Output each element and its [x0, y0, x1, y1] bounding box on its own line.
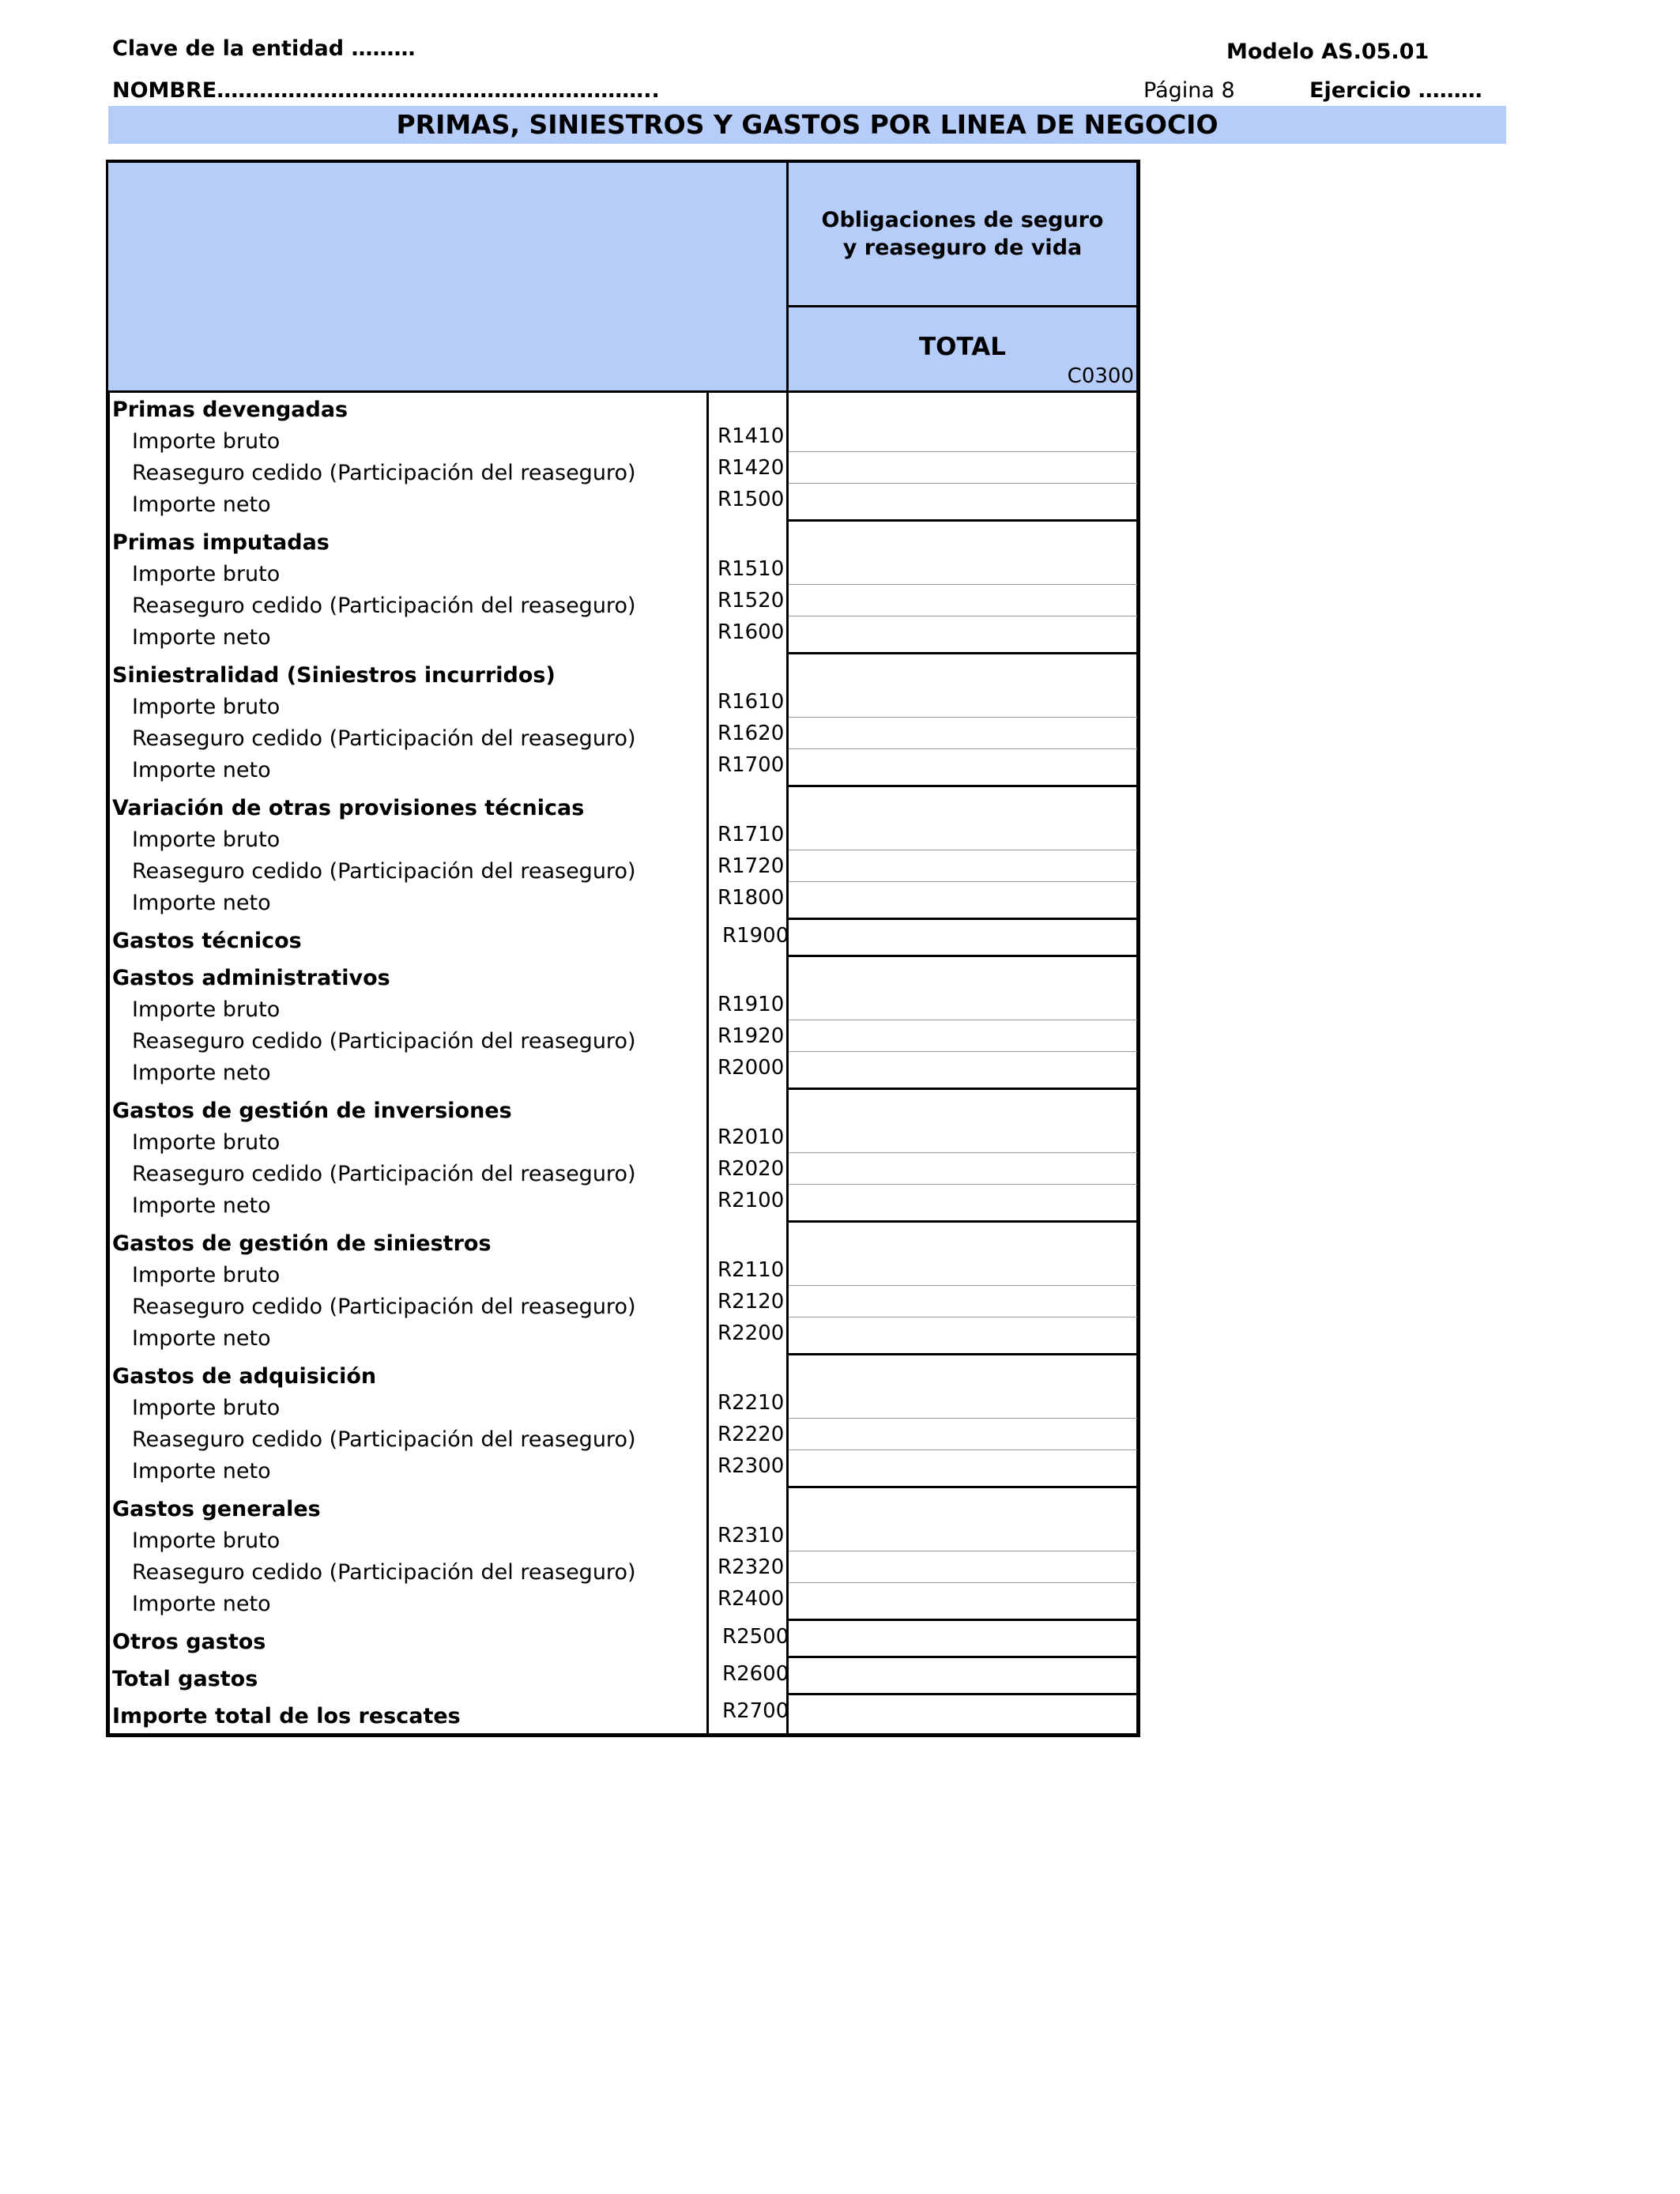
row-label: Reaseguro cedido (Participación del reaseguro) — [132, 1295, 636, 1319]
header-blank-cell — [108, 163, 786, 390]
row-label: Importe bruto — [132, 827, 281, 852]
value-input-cell-r1410[interactable] — [789, 420, 1137, 450]
row-code: R1800 — [718, 886, 785, 910]
section-label: Primas imputadas — [112, 530, 330, 555]
column-code: C0300 — [1067, 364, 1134, 388]
section-label: Siniestralidad (Siniestros incurridos) — [112, 663, 556, 688]
value-input-cell-r1600[interactable] — [789, 616, 1137, 646]
section-label: Variación de otras provisiones técnicas — [112, 796, 585, 820]
value-input-cell-r2500[interactable] — [789, 1620, 1137, 1655]
row-code: R1410 — [718, 424, 785, 448]
value-input-cell-r1620[interactable] — [789, 717, 1137, 747]
section-rule — [789, 785, 1137, 787]
value-input-cell-r2020[interactable] — [789, 1152, 1137, 1182]
value-input-cell-r2200[interactable] — [789, 1317, 1137, 1347]
section-rule — [789, 1656, 1137, 1658]
value-input-cell-r2100[interactable] — [789, 1184, 1137, 1214]
row-label: Reaseguro cedido (Participación del reaseguro) — [132, 726, 636, 751]
row-code: R1610 — [718, 690, 785, 714]
entity-key: Clave de la entidad ……… — [112, 36, 416, 61]
row-label: Importe bruto — [132, 1396, 281, 1420]
form-title: PRIMAS, SINIESTROS Y GASTOS POR LINEA DE NEGOCIO — [396, 109, 1219, 140]
row-label: Reaseguro cedido (Participación del reaseguro) — [132, 461, 636, 485]
value-input-cell-r1420[interactable] — [789, 451, 1137, 481]
value-input-cell-r2700[interactable] — [789, 1695, 1137, 1729]
section-label: Gastos de adquisición — [112, 1364, 377, 1389]
row-label: Importe bruto — [132, 1263, 281, 1287]
row-label: Importe neto — [132, 1592, 271, 1616]
value-input-cell-r2600[interactable] — [789, 1657, 1137, 1692]
row-code: R1510 — [718, 557, 785, 581]
row-rule — [789, 748, 1137, 749]
row-code: R2000 — [718, 1056, 785, 1080]
row-label: Importe bruto — [132, 997, 281, 1022]
value-input-cell-r2320[interactable] — [789, 1551, 1137, 1581]
section-label: Gastos de gestión de inversiones — [112, 1099, 512, 1123]
row-rule — [789, 584, 1137, 585]
row-label: Importe bruto — [132, 562, 281, 586]
row-label: Importe bruto — [132, 1130, 281, 1155]
fiscal-year: Ejercicio ……… — [1309, 78, 1482, 103]
row-rule — [789, 1285, 1137, 1286]
row-code: R2300 — [718, 1454, 785, 1478]
value-input-cell-r1920[interactable] — [789, 1020, 1137, 1050]
row-rule — [789, 1152, 1137, 1153]
section-rule — [789, 1486, 1137, 1488]
section-label: Otros gastos — [112, 1630, 266, 1654]
value-input-cell-r1910[interactable] — [789, 988, 1137, 1018]
row-code: R1500 — [718, 488, 785, 511]
row-code: R2600 — [722, 1662, 789, 1686]
row-rule — [789, 1582, 1137, 1583]
row-label: Importe bruto — [132, 695, 281, 719]
column-header-text: Obligaciones de seguro y reaseguro de vida — [821, 208, 1104, 260]
row-code: R1920 — [718, 1024, 785, 1048]
model-code: Modelo AS.05.01 — [1226, 40, 1430, 64]
row-code: R2220 — [718, 1423, 785, 1446]
row-label: Importe neto — [132, 758, 271, 782]
row-label: Importe bruto — [132, 1529, 281, 1553]
row-code: R2210 — [718, 1391, 785, 1415]
entity-name: NOMBRE…………………………………………………….. — [112, 78, 660, 103]
value-input-cell-r2010[interactable] — [789, 1121, 1137, 1151]
row-code: R2500 — [722, 1625, 789, 1649]
row-code: R2120 — [718, 1290, 785, 1314]
section-label: Gastos administrativos — [112, 966, 390, 990]
column-header-cell — [789, 163, 1136, 305]
row-rule — [789, 1418, 1137, 1419]
row-code: R2200 — [718, 1321, 785, 1345]
header-bottom-rule — [108, 390, 1139, 393]
row-code: R1520 — [718, 589, 785, 613]
section-label: Gastos generales — [112, 1497, 321, 1521]
row-label: Reaseguro cedido (Participación del reaseguro) — [132, 594, 636, 618]
value-input-cell-r2300[interactable] — [789, 1449, 1137, 1480]
row-rule — [789, 1317, 1137, 1318]
section-rule — [789, 918, 1137, 920]
row-code: R1910 — [718, 993, 785, 1016]
value-input-cell-r1710[interactable] — [789, 818, 1137, 848]
section-rule — [789, 1353, 1137, 1355]
value-input-cell-r2220[interactable] — [789, 1418, 1137, 1448]
code-column-divider — [706, 393, 709, 1733]
row-label: Reaseguro cedido (Participación del reaseguro) — [132, 1560, 636, 1585]
row-label: Importe neto — [132, 1326, 271, 1351]
section-rule — [789, 1693, 1137, 1695]
row-label: Reaseguro cedido (Participación del reaseguro) — [132, 859, 636, 884]
row-rule — [789, 1449, 1137, 1450]
row-label: Importe neto — [132, 891, 271, 915]
row-code: R1900 — [722, 924, 789, 948]
section-label: Gastos técnicos — [112, 929, 302, 953]
row-rule — [789, 717, 1137, 718]
section-rule — [789, 519, 1137, 522]
section-rule — [789, 1619, 1137, 1621]
section-rule — [789, 955, 1137, 957]
row-label: Importe neto — [132, 1193, 271, 1218]
row-code: R2010 — [718, 1125, 785, 1149]
row-rule — [789, 1051, 1137, 1052]
value-input-cell-r1700[interactable] — [789, 748, 1137, 778]
row-code: R1620 — [718, 722, 785, 745]
section-label: Gastos de gestión de siniestros — [112, 1231, 492, 1256]
row-rule — [789, 483, 1137, 484]
value-input-cell-r2310[interactable] — [789, 1519, 1137, 1549]
row-code: R2020 — [718, 1157, 785, 1181]
row-label: Importe neto — [132, 625, 271, 650]
page-number: Página 8 — [1143, 78, 1235, 103]
section-label: Importe total de los rescates — [112, 1704, 461, 1728]
value-input-cell-r1500[interactable] — [789, 483, 1137, 513]
value-input-cell-r1610[interactable] — [789, 685, 1137, 715]
section-label: Primas devengadas — [112, 398, 348, 422]
row-code: R2700 — [722, 1699, 789, 1723]
row-code: R1600 — [718, 620, 785, 644]
row-label: Importe neto — [132, 1061, 271, 1085]
row-code: R2310 — [718, 1524, 785, 1547]
section-rule — [789, 1220, 1137, 1223]
section-label: Total gastos — [112, 1667, 258, 1691]
row-code: R1720 — [718, 854, 785, 878]
section-rule — [789, 1088, 1137, 1090]
value-input-cell-r1510[interactable] — [789, 552, 1137, 582]
row-code: R2100 — [718, 1189, 785, 1212]
total-label: TOTAL — [919, 333, 1006, 361]
row-code: R1420 — [718, 456, 785, 480]
value-input-cell-r1900[interactable] — [789, 919, 1137, 954]
row-label: Importe bruto — [132, 429, 281, 454]
row-code: R1700 — [718, 753, 785, 777]
row-code: R2400 — [718, 1587, 785, 1611]
header-divider — [786, 305, 1139, 307]
value-input-cell-r2120[interactable] — [789, 1285, 1137, 1315]
row-code: R1710 — [718, 823, 785, 846]
value-input-cell-r1520[interactable] — [789, 584, 1137, 614]
value-input-cell-r2000[interactable] — [789, 1051, 1137, 1081]
row-label: Reaseguro cedido (Participación del reaseguro) — [132, 1029, 636, 1054]
value-input-cell-r2110[interactable] — [789, 1253, 1137, 1284]
row-rule — [789, 1184, 1137, 1185]
value-input-cell-r2400[interactable] — [789, 1582, 1137, 1612]
section-rule — [789, 652, 1137, 654]
row-label: Reaseguro cedido (Participación del reaseguro) — [132, 1162, 636, 1186]
value-input-cell-r2210[interactable] — [789, 1386, 1137, 1416]
row-label: Reaseguro cedido (Participación del reaseguro) — [132, 1427, 636, 1452]
form-title-bar — [108, 106, 1506, 144]
row-rule — [789, 881, 1137, 882]
row-rule — [789, 451, 1137, 452]
row-code: R2320 — [718, 1555, 785, 1579]
total-header-cell — [789, 307, 1136, 390]
value-input-cell-r1800[interactable] — [789, 881, 1137, 911]
row-label: Importe neto — [132, 1459, 271, 1483]
row-label: Importe neto — [132, 492, 271, 517]
row-code: R2110 — [718, 1258, 785, 1282]
value-input-cell-r1720[interactable] — [789, 850, 1137, 880]
